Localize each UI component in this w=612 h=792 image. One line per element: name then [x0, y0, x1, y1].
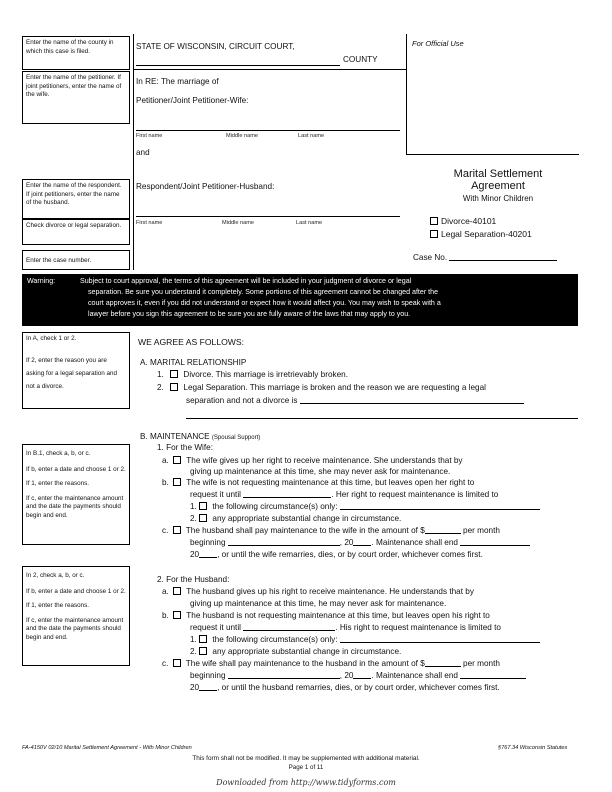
b2b-checkbox[interactable]: [173, 611, 181, 619]
note-text: Enter the case number.: [26, 257, 92, 264]
b1b-date-row: [190, 490, 498, 499]
b2b-sub1-text: the following circumstance(s) only:: [212, 635, 338, 644]
b2b-sub1: [190, 635, 540, 644]
b2c-end-label: . Maintenance shall end: [371, 671, 458, 680]
note-text: In B.1, check a, b, or c.: [26, 450, 91, 457]
note-section-a: [22, 332, 130, 409]
b2c-amount-field[interactable]: [425, 666, 461, 667]
b2b-sub2: [190, 647, 401, 656]
a2-cont-row: [186, 396, 524, 405]
divorce-checkbox[interactable]: [430, 217, 438, 225]
separation-label: Legal Separation-40201: [441, 229, 532, 239]
note-text: Check divorce or legal separation.: [26, 222, 122, 229]
b2a-cont: giving up maintenance at this time, he may never ask for maintenance.: [190, 599, 447, 608]
a1-checkbox[interactable]: [170, 370, 178, 378]
note-text: If 1, enter the reasons.: [26, 602, 90, 610]
footer-downloaded-link[interactable]: Downloaded from http://www.tidyforms.com: [216, 778, 396, 787]
note-text: If 1, enter the reasons.: [26, 480, 90, 488]
b1b-sub1: [190, 502, 540, 511]
note-text: If b, enter a date and choose 1 or 2.: [26, 587, 126, 595]
respondent-last-caption: Last name: [296, 220, 323, 226]
a2-row: [157, 383, 486, 392]
b1c-year-prefix: , 20: [339, 538, 354, 547]
b2c-per-month: per month: [463, 659, 500, 668]
case-no-label: Case No.: [413, 253, 448, 262]
b2c-begin-label: beginning: [190, 671, 226, 680]
b1b-date-field[interactable]: [243, 497, 331, 498]
warning-label: Warning:: [27, 277, 56, 285]
section-b-sub: (Spousal Support): [211, 435, 261, 441]
respondent-label: Respondent/Joint Petitioner-Husband:: [136, 182, 275, 191]
b1c-end-text: , or until the wife remarries, dies, or by court order, whichever comes first.: [217, 550, 483, 559]
separation-checkbox[interactable]: [430, 230, 438, 238]
b1c-begin-row: [190, 538, 530, 547]
b1c-row: [162, 526, 500, 535]
b1c-end-row: [190, 550, 483, 559]
petitioner-name-field[interactable]: [136, 130, 400, 131]
note-respondent: [22, 179, 130, 219]
a1-text: This marriage is irretrievably broken.: [215, 370, 348, 379]
a2-label: Legal Separation.: [183, 383, 248, 392]
warning-line: court approves it, even if you did not understand or expect how it would affect you. You may wish to speak with a: [88, 299, 441, 307]
b2c-begin-row: [190, 671, 526, 680]
a2-reason-field[interactable]: [300, 403, 524, 404]
b1c-end-year[interactable]: [199, 557, 217, 558]
b1c-amount-field[interactable]: [425, 533, 461, 534]
case-no-row: [413, 253, 557, 262]
respondent-middle-caption: Middle name: [222, 220, 255, 226]
b1c-end-field[interactable]: [460, 545, 530, 546]
respondent-first-caption: First name: [136, 220, 163, 226]
b2c-checkbox[interactable]: [173, 659, 181, 667]
form-title-line1: Marital Settlement: [453, 168, 543, 180]
form-title-line2: Agreement: [471, 180, 525, 192]
item-number: 2.: [190, 647, 197, 656]
petitioner-first-caption: First name: [136, 133, 163, 139]
b2c-row: [162, 659, 500, 668]
item-letter: a.: [162, 456, 169, 465]
a2-checkbox[interactable]: [170, 383, 178, 391]
b2a-checkbox[interactable]: [173, 587, 181, 595]
footer-no-modify: This form shall not be modified. It may be supplemented with additional material.: [192, 755, 420, 762]
b1c-end-label: . Maintenance shall end: [371, 538, 458, 547]
petitioner-last-caption: Last name: [298, 133, 325, 139]
note-text: If b, enter a date and choose 1 or 2.: [26, 465, 126, 473]
note-text: If c, enter the maintenance amount and the date the payments should begin and end.: [26, 616, 124, 641]
footer-form-id: FA-4150V 02/10 Marital Settlement Agreement - With Minor Children: [22, 745, 192, 751]
b1c-checkbox[interactable]: [173, 526, 181, 534]
b1b-sub2-text: any appropriate substantial change in circumstance.: [212, 514, 402, 523]
warning-text: [80, 276, 576, 320]
b1b-until-label: request it until: [190, 490, 241, 499]
b2c-text: The wife shall pay maintenance to the husband in the amount of $: [185, 659, 425, 668]
item-number: 2.: [157, 383, 164, 392]
b2c-end-year[interactable]: [199, 690, 217, 691]
separation-option[interactable]: [430, 229, 532, 239]
note-case-number: [22, 250, 130, 270]
b2b-text: The husband is not requesting maintenance at this time, but leaves open his right to: [186, 611, 490, 620]
section-a-title: A. MARITAL RELATIONSHIP: [140, 358, 247, 367]
item-letter: c.: [162, 526, 169, 535]
a1-row: [157, 370, 348, 379]
b2c-end-year-prefix: 20: [190, 683, 200, 692]
note-text: In 2, check a, b, or c.: [26, 572, 85, 579]
b1a-cont: giving up maintenance at this time, she may never ask for maintenance.: [190, 467, 451, 476]
b2c-end-text: , or until the husband remarries, dies, or by court order, whichever comes first.: [217, 683, 500, 692]
divorce-option[interactable]: [430, 216, 496, 226]
b1c-begin-year[interactable]: [353, 545, 371, 546]
item-letter: b.: [162, 478, 169, 487]
b2b-sub1-checkbox[interactable]: [199, 635, 207, 643]
section-b-label: B. MAINTENANCE: [140, 432, 210, 441]
b1a-checkbox[interactable]: [173, 456, 181, 464]
respondent-name-field[interactable]: [136, 216, 400, 217]
agree-heading: WE AGREE AS FOLLOWS:: [138, 337, 245, 347]
b1a-row: [162, 456, 463, 465]
note-text: If 2, enter the reason you are asking for a legal separation and not a divorce.: [26, 356, 118, 390]
b1b-row: [162, 478, 474, 487]
b2b-date-field[interactable]: [243, 630, 335, 631]
b2b-limit-text: . His right to request maintenance is limited to: [335, 623, 501, 632]
item-number: 1.: [157, 370, 164, 379]
form-subtitle: With Minor Children: [462, 194, 534, 203]
b2b-circumstance-field[interactable]: [340, 642, 540, 643]
b1b-sub2-checkbox[interactable]: [199, 514, 207, 522]
b1b-limit-text: . Her right to request maintenance is limited to: [331, 490, 499, 499]
b1a-text: The wife gives up her right to receive maintenance. She understands that by: [186, 456, 463, 465]
petitioner-label: Petitioner/Joint Petitioner-Wife:: [136, 96, 249, 105]
b1c-begin-field[interactable]: [228, 545, 340, 546]
warning-line: Subject to court approval, the terms of this agreement will be included in your judgment of divorce or legal: [80, 277, 412, 285]
a2-text: This marriage is broken and the reason we are requesting a legal: [249, 383, 486, 392]
b2b-sub2-checkbox[interactable]: [199, 647, 207, 655]
b2a-row: [162, 587, 474, 596]
b1c-end-year-prefix: 20: [190, 550, 200, 559]
footer-page: Page 1 of 11: [288, 764, 324, 771]
item-letter: a.: [162, 587, 169, 596]
section-b-title: [140, 432, 260, 441]
divorce-label: Divorce-40101: [441, 216, 497, 226]
warning-banner: [22, 274, 578, 326]
warning-line: separation. Be sure you understand it completely. Some portions of this agreement cannot be changed after the: [88, 288, 439, 296]
b2b-until-label: request it until: [190, 623, 241, 632]
and-label: and: [136, 148, 150, 157]
footer-statute: §767.34 Wisconsin Statutes: [498, 745, 568, 751]
b2c-end-field[interactable]: [460, 678, 526, 679]
note-text: Enter the name of the petitioner. If joint petitioners, enter the name of the wife.: [26, 74, 122, 99]
item-number: 1.: [190, 635, 197, 644]
case-no-field[interactable]: [449, 260, 557, 261]
b2c-year-prefix: , 20: [339, 671, 354, 680]
b2b-sub2-text: any appropriate substantial change in circumstance.: [212, 647, 402, 656]
b1b-text: The wife is not requesting maintenance at this time, but leaves open her right to: [186, 478, 475, 487]
note-county: [22, 36, 130, 70]
caption-divider: [134, 69, 406, 70]
b1b-checkbox[interactable]: [173, 478, 181, 486]
warning-line: lawyer before you sign this agreement to be sure you are fully aware of the laws that may apply to you.: [88, 310, 411, 318]
caption-vertical-rule: [133, 34, 134, 270]
b1c-text: The husband shall pay maintenance to the wife in the amount of $: [185, 526, 425, 535]
note-text: Enter the name of the county in which this case is filed.: [26, 39, 114, 55]
county-field[interactable]: [136, 65, 340, 66]
note-check: [22, 219, 130, 245]
form-title: [420, 168, 576, 205]
note-text: If c, enter the maintenance amount and the date the payments should begin and end.: [26, 494, 124, 519]
court-heading: STATE OF WISCONSIN, CIRCUIT COURT,: [136, 42, 295, 51]
b1b-sub1-checkbox[interactable]: [199, 502, 207, 510]
b1b-circumstance-field[interactable]: [340, 509, 540, 510]
note-section-b2: [22, 566, 130, 666]
b2c-begin-year[interactable]: [353, 678, 371, 679]
note-text: Enter the name of the respondent. If joint petitioners, enter the name of the husband.: [26, 182, 122, 207]
b1c-begin-label: beginning: [190, 538, 226, 547]
a2-cont-text: separation and not a divorce is: [186, 396, 298, 405]
b2-title: 2. For the Husband:: [157, 575, 230, 584]
b2c-begin-field[interactable]: [228, 678, 340, 679]
official-use-box: [406, 34, 579, 155]
b1c-per-month: per month: [463, 526, 500, 535]
b2a-text: The husband gives up his right to receive maintenance. He understands that by: [186, 587, 474, 596]
in-re-label: In RE: The marriage of: [136, 77, 219, 86]
a1-label: Divorce.: [183, 370, 214, 379]
b1-title: 1. For the Wife:: [157, 443, 213, 452]
official-use-label: For Official Use: [412, 39, 464, 48]
item-number: 2.: [190, 514, 197, 523]
item-number: 1.: [190, 502, 197, 511]
b1b-sub1-text: the following circumstance(s) only:: [212, 502, 338, 511]
county-suffix: COUNTY: [343, 55, 378, 64]
b2b-date-row: [190, 623, 501, 632]
note-petitioner: [22, 71, 130, 124]
b1b-sub2: [190, 514, 401, 523]
note-text: In A, check 1 or 2.: [26, 335, 77, 342]
petitioner-middle-caption: Middle name: [226, 133, 259, 139]
b2b-row: [162, 611, 490, 620]
note-section-b1: [22, 444, 130, 545]
item-letter: c.: [162, 659, 169, 668]
b2c-end-row: [190, 683, 500, 692]
a2-reason-field-2[interactable]: [186, 418, 578, 419]
item-letter: b.: [162, 611, 169, 620]
